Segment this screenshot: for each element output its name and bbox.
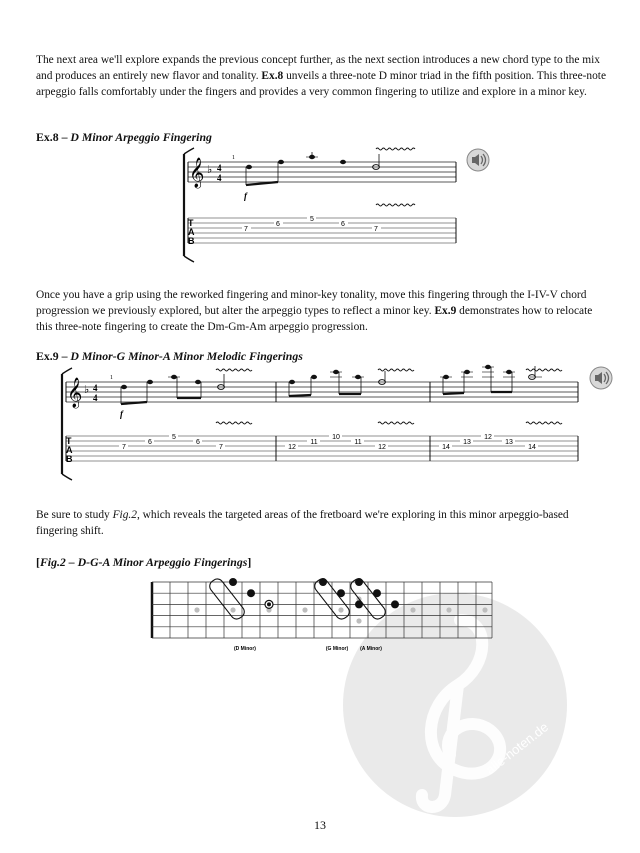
chord-label: (D Minor) [234,646,256,652]
tab-letter: T [66,436,72,446]
tab-number: 6 [196,439,200,446]
tab-number: 5 [172,434,176,441]
audio-speaker-icon[interactable] [465,148,491,172]
tab-number: 13 [505,439,513,446]
tab-number: 11 [310,439,318,446]
intro-paragraph [36,52,608,101]
tab-letter: A [66,445,73,455]
tab-letter: B [66,454,73,464]
paragraph-text: Be sure to study [36,509,113,521]
tab-number: 6 [341,221,345,228]
vibrato-mark [216,422,252,424]
paragraph-text: unveils a three-note D minor triad in the fifth position. This three-note arpeggio falls comfortably under the fingers and provides a very common fingering to utilize and explore in a minor key. [36,70,607,99]
example-title: D Minor-G Minor-A Minor Melodic Fingerings [70,349,303,363]
tab-number: 7 [374,226,378,233]
example-label: Ex.9 – [36,349,71,363]
vibrato-mark [376,204,415,206]
note-group [246,152,379,185]
audio-speaker-icon[interactable] [588,366,614,390]
vibrato-mark [378,369,414,371]
example-reference: Ex.9 [434,305,457,318]
paragraph-text: demonstrates how to relocate this three-note fingering to create the Dm-Gm-Am arpeggio progression. [36,305,593,334]
ex8-heading [36,130,212,145]
tab-letter: B [188,236,195,246]
a-minor-shape [348,577,399,622]
tab-number: 13 [463,439,471,446]
figure-reference: Fig.2 [112,509,137,521]
bracket-open: [ [36,555,40,569]
tab-number: 10 [332,434,340,441]
page-number: 13 [314,818,326,832]
vibrato-mark [526,369,562,371]
dynamic-marking: f [120,409,123,419]
tab-number: 6 [148,439,152,446]
watermark-text: alle-noten.de [482,719,552,778]
chord-label: (G Minor) [325,646,349,652]
paragraph-text: , which reveals the targeted areas of the fretboard we're exploring in this minor arpeggio-based fingering shift. [36,509,569,538]
ex9-notation [56,368,586,478]
tab-number: 6 [276,221,280,228]
fig2-paragraph [36,507,608,539]
vibrato-mark [526,422,562,424]
vibrato-mark [376,148,415,150]
tab-letter: A [188,227,195,237]
flat-sign-icon: ♭ [84,383,90,396]
figure-label: Fig.2 – [39,555,78,569]
tab-number: 7 [122,444,126,451]
time-sig-top: 4 [217,163,222,173]
vibrato-mark [378,422,414,424]
tab-number: 12 [378,444,386,451]
example-title: D Minor Arpeggio Fingering [70,130,212,144]
time-sig-bottom: 4 [217,173,222,183]
dynamic-marking: f [244,191,247,201]
paragraph-text: Once you have a grip using the reworked fingering and minor-key tonality, move this fingering through the I-IV-V chord progression we previously explored, but alter the arpeggio types to reflect a minor key. [36,289,587,318]
note-head [340,160,346,164]
time-sig-top: 4 [93,383,98,393]
time-sig-bottom: 4 [93,393,98,403]
measure-number: 1 [232,155,235,161]
tab-number: 7 [244,226,248,233]
example-reference: Ex.8 [261,70,284,83]
paragraph-text: The next area we'll explore expands the previous concept further, as the next section introduces a new chord type to the mix and produces an entirely new flavor and tonality. [36,54,600,83]
treble-clef-icon: 𝄞 [189,158,205,188]
tab-number: 5 [310,216,314,223]
vibrato-mark [216,369,252,371]
fretboard-diagram [148,578,498,660]
ex8-notation [176,148,466,260]
tab-number: 14 [442,444,450,451]
d-minor-shape [207,577,273,622]
tab-number: 12 [484,434,492,441]
treble-clef-icon: 𝄞 [67,378,83,408]
tab-number: 14 [528,444,536,451]
fig2-heading [36,555,251,570]
tab-number: 12 [288,444,296,451]
figure-title: D-G-A Minor Arpeggio Fingerings [77,555,248,569]
example-label: Ex.8 – [36,130,71,144]
progression-paragraph [36,287,608,336]
tab-number: 11 [354,439,362,446]
measure-number: 1 [110,375,113,381]
bracket-close: ] [247,555,252,569]
chord-label: (A Minor) [360,646,382,652]
note-head [278,160,284,164]
flat-sign-icon: ♭ [207,163,213,176]
ex9-heading [36,349,303,364]
note-head [246,165,252,169]
tab-number: 7 [219,444,223,451]
tab-letter: T [188,218,194,228]
